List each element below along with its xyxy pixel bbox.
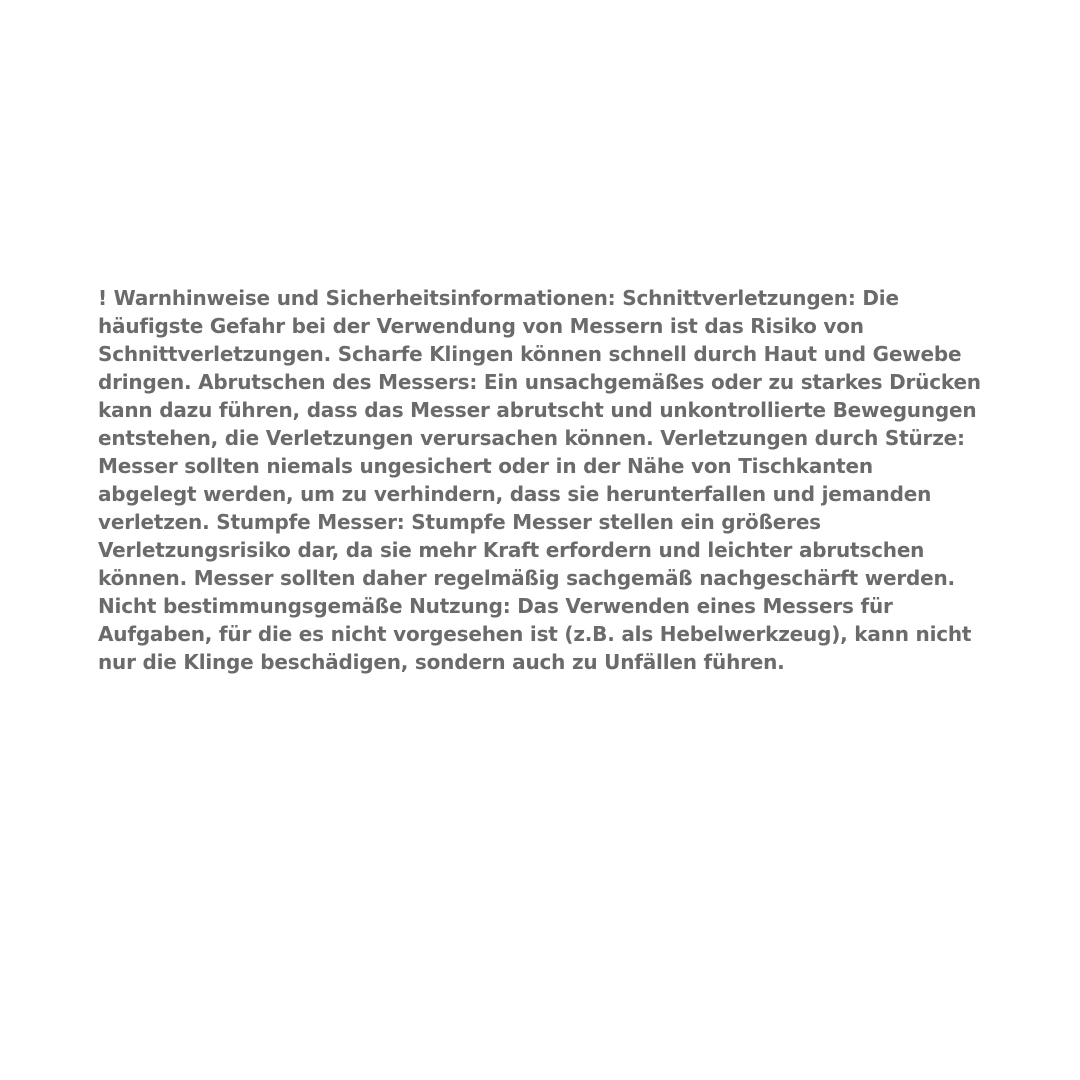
notice-line: dringen. Abrutschen des Messers: Ein unsachgemäßes oder zu starkes Drücken [98,370,981,394]
notice-line: können. Messer sollten daher regelmäßig sachgemäß nachgeschärft werden. [98,566,955,590]
notice-line: Messer sollten niemals ungesichert oder in der Nähe von Tischkanten [98,454,873,478]
safety-notice-text [98,284,1018,676]
notice-line: Aufgaben, für die es nicht vorgesehen ist (z.B. als Hebelwerkzeug), kann nicht [98,622,972,646]
notice-line: kann dazu führen, dass das Messer abrutscht und unkontrollierte Bewegungen [98,398,977,422]
notice-line: ! Warnhinweise und Sicherheitsinformationen: Schnittverletzungen: Die [98,286,899,310]
notice-line: Schnittverletzungen. Scharfe Klingen können schnell durch Haut und Gewebe [98,342,962,366]
notice-line: nur die Klinge beschädigen, sondern auch zu Unfällen führen. [98,650,785,674]
notice-line: Nicht bestimmungsgemäße Nutzung: Das Verwenden eines Messers für [98,594,893,618]
notice-line: abgelegt werden, um zu verhindern, dass sie herunterfallen und jemanden [98,482,932,506]
notice-line: entstehen, die Verletzungen verursachen können. Verletzungen durch Stürze: [98,426,965,450]
notice-line: verletzen. Stumpfe Messer: Stumpfe Messer stellen ein größeres [98,510,821,534]
notice-line: Verletzungsrisiko dar, da sie mehr Kraft erfordern und leichter abrutschen [98,538,925,562]
notice-line: häufigste Gefahr bei der Verwendung von Messern ist das Risiko von [98,314,864,338]
